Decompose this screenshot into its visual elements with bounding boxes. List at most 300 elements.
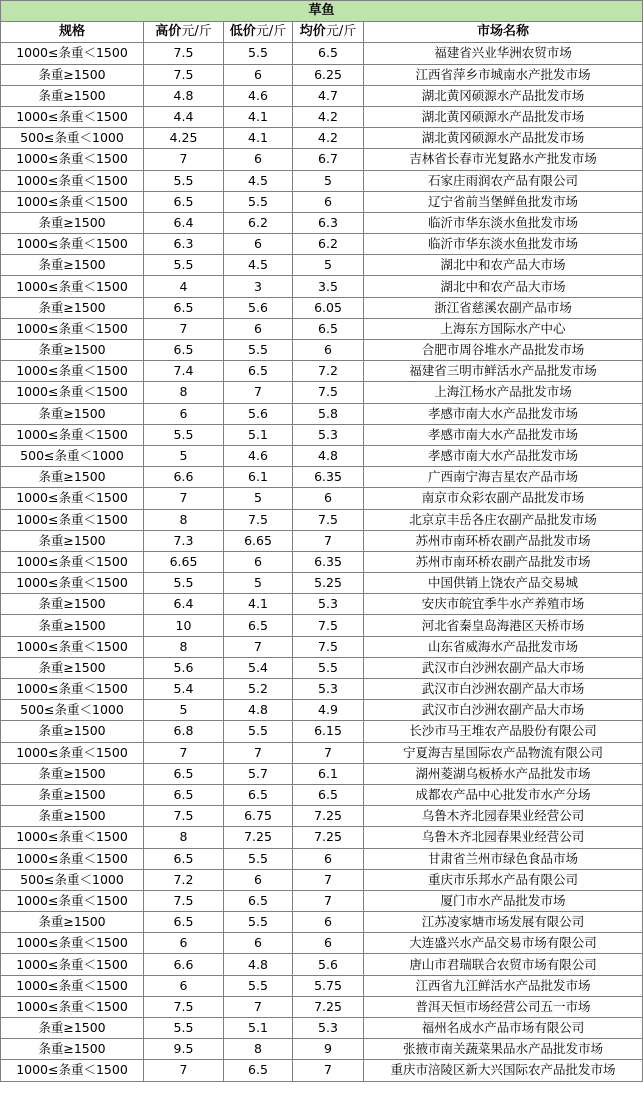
cell-high-price: 7 xyxy=(144,488,224,509)
cell-spec: 条重≥1500 xyxy=(1,255,144,276)
cell-market-name: 重庆市涪陵区新大兴国际农产品批发市场 xyxy=(364,1060,643,1081)
cell-low-price: 4.1 xyxy=(224,128,293,149)
cell-spec: 1000≤条重＜1500 xyxy=(1,890,144,911)
table-row xyxy=(1,912,643,933)
cell-spec: 1000≤条重＜1500 xyxy=(1,361,144,382)
cell-high-price: 7.5 xyxy=(144,890,224,911)
table-row xyxy=(1,85,643,106)
cell-low-price: 6.75 xyxy=(224,806,293,827)
cell-high-price: 6 xyxy=(144,933,224,954)
cell-market-name: 临沂市华东淡水鱼批发市场 xyxy=(364,212,643,233)
table-row xyxy=(1,890,643,911)
cell-market-name: 宁夏海吉星国际农产品物流有限公司 xyxy=(364,742,643,763)
cell-spec: 条重≥1500 xyxy=(1,657,144,678)
table-row xyxy=(1,763,643,784)
cell-low-price: 5.1 xyxy=(224,1018,293,1039)
cell-avg-price: 4.2 xyxy=(293,106,364,127)
table-row xyxy=(1,954,643,975)
cell-high-price: 6.5 xyxy=(144,191,224,212)
cell-market-name: 安庆市皖宜季牛水产养殖市场 xyxy=(364,594,643,615)
cell-high-price: 6.5 xyxy=(144,763,224,784)
cell-low-price: 4.1 xyxy=(224,106,293,127)
header-high: 高价元/斤 xyxy=(144,22,224,43)
cell-high-price: 7 xyxy=(144,1060,224,1081)
cell-spec: 条重≥1500 xyxy=(1,467,144,488)
cell-spec: 1000≤条重＜1500 xyxy=(1,318,144,339)
cell-avg-price: 7.5 xyxy=(293,509,364,530)
cell-high-price: 7 xyxy=(144,742,224,763)
cell-low-price: 4.1 xyxy=(224,594,293,615)
cell-market-name: 合肥市周谷堆水产品批发市场 xyxy=(364,340,643,361)
cell-high-price: 5.5 xyxy=(144,255,224,276)
cell-avg-price: 5.3 xyxy=(293,679,364,700)
cell-market-name: 湖州菱湖乌板桥水产品批发市场 xyxy=(364,763,643,784)
table-row xyxy=(1,1018,643,1039)
table-row xyxy=(1,467,643,488)
cell-high-price: 9.5 xyxy=(144,1039,224,1060)
cell-spec: 条重≥1500 xyxy=(1,594,144,615)
cell-market-name: 江苏凌家塘市场发展有限公司 xyxy=(364,912,643,933)
cell-avg-price: 6.3 xyxy=(293,212,364,233)
cell-low-price: 4.6 xyxy=(224,445,293,466)
cell-avg-price: 5.75 xyxy=(293,975,364,996)
cell-low-price: 4.6 xyxy=(224,85,293,106)
cell-market-name: 上海东方国际水产中心 xyxy=(364,318,643,339)
cell-high-price: 7.2 xyxy=(144,869,224,890)
cell-market-name: 湖北黄冈硕源水产品批发市场 xyxy=(364,106,643,127)
cell-high-price: 4.25 xyxy=(144,128,224,149)
cell-spec: 1000≤条重＜1500 xyxy=(1,488,144,509)
cell-high-price: 5.6 xyxy=(144,657,224,678)
table-row xyxy=(1,255,643,276)
cell-low-price: 6.5 xyxy=(224,361,293,382)
cell-avg-price: 7 xyxy=(293,1060,364,1081)
cell-spec: 1000≤条重＜1500 xyxy=(1,170,144,191)
cell-market-name: 辽宁省前当堡鲜鱼批发市场 xyxy=(364,191,643,212)
cell-spec: 1000≤条重＜1500 xyxy=(1,382,144,403)
cell-low-price: 5.5 xyxy=(224,340,293,361)
cell-low-price: 6 xyxy=(224,149,293,170)
cell-spec: 1000≤条重＜1500 xyxy=(1,276,144,297)
table-row xyxy=(1,234,643,255)
cell-market-name: 孝感市南大水产品批发市场 xyxy=(364,403,643,424)
cell-avg-price: 7.25 xyxy=(293,827,364,848)
table-row xyxy=(1,721,643,742)
cell-avg-price: 5.5 xyxy=(293,657,364,678)
cell-avg-price: 4.7 xyxy=(293,85,364,106)
cell-low-price: 7 xyxy=(224,996,293,1017)
cell-high-price: 7.4 xyxy=(144,361,224,382)
cell-low-price: 4.8 xyxy=(224,700,293,721)
cell-spec: 1000≤条重＜1500 xyxy=(1,424,144,445)
cell-high-price: 4.8 xyxy=(144,85,224,106)
cell-low-price: 5.4 xyxy=(224,657,293,678)
cell-spec: 1000≤条重＜1500 xyxy=(1,551,144,572)
cell-market-name: 湖北中和农产品大市场 xyxy=(364,255,643,276)
cell-low-price: 5.5 xyxy=(224,975,293,996)
cell-market-name: 湖北黄冈硕源水产品批发市场 xyxy=(364,85,643,106)
cell-avg-price: 7.25 xyxy=(293,996,364,1017)
cell-spec: 条重≥1500 xyxy=(1,912,144,933)
table-row xyxy=(1,679,643,700)
cell-market-name: 江西省萍乡市城南水产批发市场 xyxy=(364,64,643,85)
table-row xyxy=(1,403,643,424)
cell-high-price: 4.4 xyxy=(144,106,224,127)
cell-spec: 1000≤条重＜1500 xyxy=(1,106,144,127)
table-row xyxy=(1,212,643,233)
table-row xyxy=(1,488,643,509)
cell-high-price: 7 xyxy=(144,318,224,339)
cell-avg-price: 3.5 xyxy=(293,276,364,297)
table-row xyxy=(1,149,643,170)
cell-low-price: 6 xyxy=(224,869,293,890)
cell-high-price: 6.4 xyxy=(144,594,224,615)
cell-market-name: 厦门市水产品批发市场 xyxy=(364,890,643,911)
cell-spec: 1000≤条重＜1500 xyxy=(1,234,144,255)
table-row xyxy=(1,594,643,615)
cell-avg-price: 4.9 xyxy=(293,700,364,721)
header-market: 市场名称 xyxy=(364,22,643,43)
cell-avg-price: 6 xyxy=(293,848,364,869)
cell-spec: 1000≤条重＜1500 xyxy=(1,848,144,869)
cell-high-price: 6.4 xyxy=(144,212,224,233)
table-title: 草鱼 xyxy=(1,1,643,22)
cell-avg-price: 5.3 xyxy=(293,1018,364,1039)
cell-low-price: 5.5 xyxy=(224,721,293,742)
cell-low-price: 5.6 xyxy=(224,403,293,424)
cell-avg-price: 6 xyxy=(293,340,364,361)
cell-low-price: 6.5 xyxy=(224,615,293,636)
cell-high-price: 6.5 xyxy=(144,848,224,869)
cell-low-price: 5 xyxy=(224,573,293,594)
cell-high-price: 5 xyxy=(144,445,224,466)
cell-avg-price: 6.7 xyxy=(293,149,364,170)
cell-spec: 条重≥1500 xyxy=(1,530,144,551)
cell-avg-price: 6.25 xyxy=(293,64,364,85)
cell-spec: 500≤条重＜1000 xyxy=(1,445,144,466)
cell-spec: 1000≤条重＜1500 xyxy=(1,43,144,64)
cell-spec: 1000≤条重＜1500 xyxy=(1,933,144,954)
cell-high-price: 5.5 xyxy=(144,1018,224,1039)
cell-spec: 500≤条重＜1000 xyxy=(1,869,144,890)
cell-avg-price: 6.05 xyxy=(293,297,364,318)
cell-low-price: 6 xyxy=(224,64,293,85)
cell-market-name: 孝感市南大水产品批发市场 xyxy=(364,424,643,445)
table-row xyxy=(1,191,643,212)
cell-low-price: 4.5 xyxy=(224,170,293,191)
table-row xyxy=(1,615,643,636)
cell-high-price: 5.4 xyxy=(144,679,224,700)
cell-spec: 1000≤条重＜1500 xyxy=(1,149,144,170)
cell-high-price: 6.5 xyxy=(144,340,224,361)
cell-high-price: 6.6 xyxy=(144,467,224,488)
cell-high-price: 5.5 xyxy=(144,573,224,594)
cell-spec: 1000≤条重＜1500 xyxy=(1,679,144,700)
cell-market-name: 苏州市南环桥农副产品批发市场 xyxy=(364,530,643,551)
table-row xyxy=(1,1060,643,1081)
cell-market-name: 河北省秦皇岛海港区天桥市场 xyxy=(364,615,643,636)
cell-spec: 条重≥1500 xyxy=(1,212,144,233)
cell-low-price: 5.6 xyxy=(224,297,293,318)
table-row xyxy=(1,424,643,445)
cell-spec: 1000≤条重＜1500 xyxy=(1,636,144,657)
cell-low-price: 7.5 xyxy=(224,509,293,530)
cell-market-name: 普洱天恒市场经营公司五一市场 xyxy=(364,996,643,1017)
cell-high-price: 6.5 xyxy=(144,912,224,933)
cell-low-price: 8 xyxy=(224,1039,293,1060)
cell-low-price: 5.5 xyxy=(224,912,293,933)
cell-spec: 1000≤条重＜1500 xyxy=(1,827,144,848)
cell-low-price: 4.8 xyxy=(224,954,293,975)
cell-low-price: 6 xyxy=(224,933,293,954)
table-row xyxy=(1,128,643,149)
table-body xyxy=(1,43,643,1081)
cell-low-price: 6.65 xyxy=(224,530,293,551)
cell-spec: 条重≥1500 xyxy=(1,784,144,805)
cell-market-name: 石家庄雨润农产品有限公司 xyxy=(364,170,643,191)
table-row xyxy=(1,636,643,657)
cell-low-price: 7 xyxy=(224,742,293,763)
cell-high-price: 7.5 xyxy=(144,806,224,827)
cell-spec: 条重≥1500 xyxy=(1,1018,144,1039)
cell-spec: 条重≥1500 xyxy=(1,615,144,636)
cell-market-name: 张掖市南关蔬菜果品水产品批发市场 xyxy=(364,1039,643,1060)
cell-spec: 条重≥1500 xyxy=(1,297,144,318)
cell-avg-price: 7.5 xyxy=(293,636,364,657)
cell-high-price: 4 xyxy=(144,276,224,297)
cell-market-name: 北京京丰岳各庄农副产品批发市场 xyxy=(364,509,643,530)
cell-low-price: 4.5 xyxy=(224,255,293,276)
cell-spec: 条重≥1500 xyxy=(1,64,144,85)
title-row xyxy=(1,1,643,22)
cell-high-price: 8 xyxy=(144,509,224,530)
table-row xyxy=(1,318,643,339)
cell-high-price: 6.6 xyxy=(144,954,224,975)
cell-high-price: 7.5 xyxy=(144,64,224,85)
table-row xyxy=(1,530,643,551)
cell-market-name: 临沂市华东淡水鱼批发市场 xyxy=(364,234,643,255)
table-row xyxy=(1,933,643,954)
cell-avg-price: 4.8 xyxy=(293,445,364,466)
cell-low-price: 6 xyxy=(224,551,293,572)
cell-avg-price: 4.2 xyxy=(293,128,364,149)
cell-low-price: 7 xyxy=(224,636,293,657)
cell-low-price: 6.1 xyxy=(224,467,293,488)
cell-high-price: 7.5 xyxy=(144,996,224,1017)
cell-spec: 1000≤条重＜1500 xyxy=(1,191,144,212)
cell-low-price: 6.2 xyxy=(224,212,293,233)
cell-high-price: 8 xyxy=(144,636,224,657)
table-row xyxy=(1,700,643,721)
cell-low-price: 5 xyxy=(224,488,293,509)
cell-avg-price: 5.3 xyxy=(293,594,364,615)
table-row xyxy=(1,170,643,191)
cell-market-name: 孝感市南大水产品批发市场 xyxy=(364,445,643,466)
cell-market-name: 大连盛兴水产品交易市场有限公司 xyxy=(364,933,643,954)
table-row xyxy=(1,297,643,318)
cell-market-name: 中国供销上饶农产品交易城 xyxy=(364,573,643,594)
cell-spec: 条重≥1500 xyxy=(1,1039,144,1060)
cell-avg-price: 6.35 xyxy=(293,551,364,572)
table-row xyxy=(1,573,643,594)
cell-spec: 条重≥1500 xyxy=(1,85,144,106)
cell-spec: 1000≤条重＜1500 xyxy=(1,509,144,530)
cell-avg-price: 5.8 xyxy=(293,403,364,424)
cell-high-price: 6.65 xyxy=(144,551,224,572)
cell-market-name: 南京市众彩农副产品批发市场 xyxy=(364,488,643,509)
cell-low-price: 6 xyxy=(224,318,293,339)
cell-spec: 条重≥1500 xyxy=(1,763,144,784)
cell-market-name: 山东省威海水产品批发市场 xyxy=(364,636,643,657)
cell-avg-price: 5.25 xyxy=(293,573,364,594)
table-row xyxy=(1,340,643,361)
table-row xyxy=(1,848,643,869)
cell-market-name: 甘肃省兰州市绿色食品市场 xyxy=(364,848,643,869)
cell-low-price: 6.5 xyxy=(224,784,293,805)
cell-low-price: 5.5 xyxy=(224,191,293,212)
cell-avg-price: 7.5 xyxy=(293,382,364,403)
cell-avg-price: 6.5 xyxy=(293,43,364,64)
cell-avg-price: 7 xyxy=(293,742,364,763)
cell-high-price: 6.8 xyxy=(144,721,224,742)
cell-avg-price: 7.5 xyxy=(293,615,364,636)
cell-avg-price: 6.35 xyxy=(293,467,364,488)
cell-high-price: 8 xyxy=(144,827,224,848)
cell-high-price: 6 xyxy=(144,975,224,996)
cell-spec: 1000≤条重＜1500 xyxy=(1,742,144,763)
table-row xyxy=(1,806,643,827)
cell-spec: 1000≤条重＜1500 xyxy=(1,1060,144,1081)
cell-low-price: 3 xyxy=(224,276,293,297)
cell-avg-price: 5 xyxy=(293,255,364,276)
cell-low-price: 5.1 xyxy=(224,424,293,445)
cell-market-name: 唐山市君瑞联合农贸市场有限公司 xyxy=(364,954,643,975)
cell-spec: 条重≥1500 xyxy=(1,340,144,361)
cell-avg-price: 6 xyxy=(293,912,364,933)
cell-high-price: 7.3 xyxy=(144,530,224,551)
cell-spec: 1000≤条重＜1500 xyxy=(1,573,144,594)
cell-avg-price: 6 xyxy=(293,191,364,212)
cell-avg-price: 6.15 xyxy=(293,721,364,742)
cell-low-price: 7.25 xyxy=(224,827,293,848)
cell-low-price: 7 xyxy=(224,382,293,403)
cell-high-price: 5.5 xyxy=(144,424,224,445)
cell-market-name: 武汉市白沙洲农副产品大市场 xyxy=(364,657,643,678)
header-low-unit: 元/斤 xyxy=(255,24,287,40)
cell-market-name: 福建省三明市鲜活水产品批发市场 xyxy=(364,361,643,382)
cell-spec: 1000≤条重＜1500 xyxy=(1,975,144,996)
cell-market-name: 福州名成水产品市场有限公司 xyxy=(364,1018,643,1039)
table-row xyxy=(1,1039,643,1060)
cell-avg-price: 6.2 xyxy=(293,234,364,255)
table-row xyxy=(1,106,643,127)
cell-avg-price: 7.25 xyxy=(293,806,364,827)
cell-market-name: 武汉市白沙洲农副产品大市场 xyxy=(364,679,643,700)
cell-high-price: 6.3 xyxy=(144,234,224,255)
cell-high-price: 5.5 xyxy=(144,170,224,191)
table-row xyxy=(1,64,643,85)
cell-market-name: 广西南宁海吉星农产品市场 xyxy=(364,467,643,488)
header-avg: 均价元/斤 xyxy=(293,22,364,43)
table-row xyxy=(1,869,643,890)
table-row xyxy=(1,361,643,382)
cell-spec: 500≤条重＜1000 xyxy=(1,700,144,721)
table-row xyxy=(1,975,643,996)
table-row xyxy=(1,509,643,530)
cell-spec: 条重≥1500 xyxy=(1,721,144,742)
cell-market-name: 上海江杨水产品批发市场 xyxy=(364,382,643,403)
header-high-unit: 元/斤 xyxy=(181,24,212,40)
cell-spec: 条重≥1500 xyxy=(1,403,144,424)
cell-market-name: 乌鲁木齐北园春果业经营公司 xyxy=(364,806,643,827)
cell-low-price: 5.2 xyxy=(224,679,293,700)
table-row xyxy=(1,382,643,403)
header-low: 低价元/斤 xyxy=(224,22,293,43)
header-spec: 规格 xyxy=(1,22,144,43)
cell-market-name: 苏州市南环桥农副产品批发市场 xyxy=(364,551,643,572)
cell-high-price: 7 xyxy=(144,149,224,170)
cell-market-name: 江西省九江鲜活水产品批发市场 xyxy=(364,975,643,996)
cell-market-name: 福建省兴业华洲农贸市场 xyxy=(364,43,643,64)
cell-high-price: 8 xyxy=(144,382,224,403)
cell-market-name: 乌鲁木齐北园春果业经营公司 xyxy=(364,827,643,848)
table-row xyxy=(1,996,643,1017)
header-avg-unit: 元/斤 xyxy=(325,24,357,40)
table-row xyxy=(1,827,643,848)
cell-avg-price: 7 xyxy=(293,530,364,551)
header-row xyxy=(1,22,643,43)
cell-low-price: 5.7 xyxy=(224,763,293,784)
cell-high-price: 6 xyxy=(144,403,224,424)
cell-avg-price: 5.3 xyxy=(293,424,364,445)
cell-market-name: 湖北中和农产品大市场 xyxy=(364,276,643,297)
cell-high-price: 6.5 xyxy=(144,784,224,805)
cell-market-name: 武汉市白沙洲农副产品大市场 xyxy=(364,700,643,721)
cell-high-price: 10 xyxy=(144,615,224,636)
cell-low-price: 5.5 xyxy=(224,43,293,64)
cell-avg-price: 7 xyxy=(293,890,364,911)
cell-spec: 500≤条重＜1000 xyxy=(1,128,144,149)
cell-high-price: 5 xyxy=(144,700,224,721)
table-row xyxy=(1,657,643,678)
cell-avg-price: 5 xyxy=(293,170,364,191)
cell-low-price: 6.5 xyxy=(224,1060,293,1081)
cell-market-name: 成都农产品中心批发市水产分场 xyxy=(364,784,643,805)
cell-avg-price: 9 xyxy=(293,1039,364,1060)
cell-avg-price: 6.5 xyxy=(293,784,364,805)
cell-avg-price: 6.5 xyxy=(293,318,364,339)
cell-market-name: 浙江省慈溪农副产品市场 xyxy=(364,297,643,318)
table-row xyxy=(1,445,643,466)
table-row xyxy=(1,276,643,297)
table-row xyxy=(1,742,643,763)
cell-market-name: 长沙市马王堆农产品股份有限公司 xyxy=(364,721,643,742)
cell-avg-price: 6 xyxy=(293,933,364,954)
table-row xyxy=(1,43,643,64)
cell-market-name: 吉林省长春市光复路水产批发市场 xyxy=(364,149,643,170)
cell-spec: 条重≥1500 xyxy=(1,806,144,827)
cell-avg-price: 5.6 xyxy=(293,954,364,975)
cell-avg-price: 7 xyxy=(293,869,364,890)
cell-spec: 1000≤条重＜1500 xyxy=(1,954,144,975)
cell-low-price: 6.5 xyxy=(224,890,293,911)
cell-avg-price: 7.2 xyxy=(293,361,364,382)
cell-avg-price: 6.1 xyxy=(293,763,364,784)
cell-spec: 1000≤条重＜1500 xyxy=(1,996,144,1017)
cell-low-price: 6 xyxy=(224,234,293,255)
table-row xyxy=(1,784,643,805)
table-row xyxy=(1,551,643,572)
